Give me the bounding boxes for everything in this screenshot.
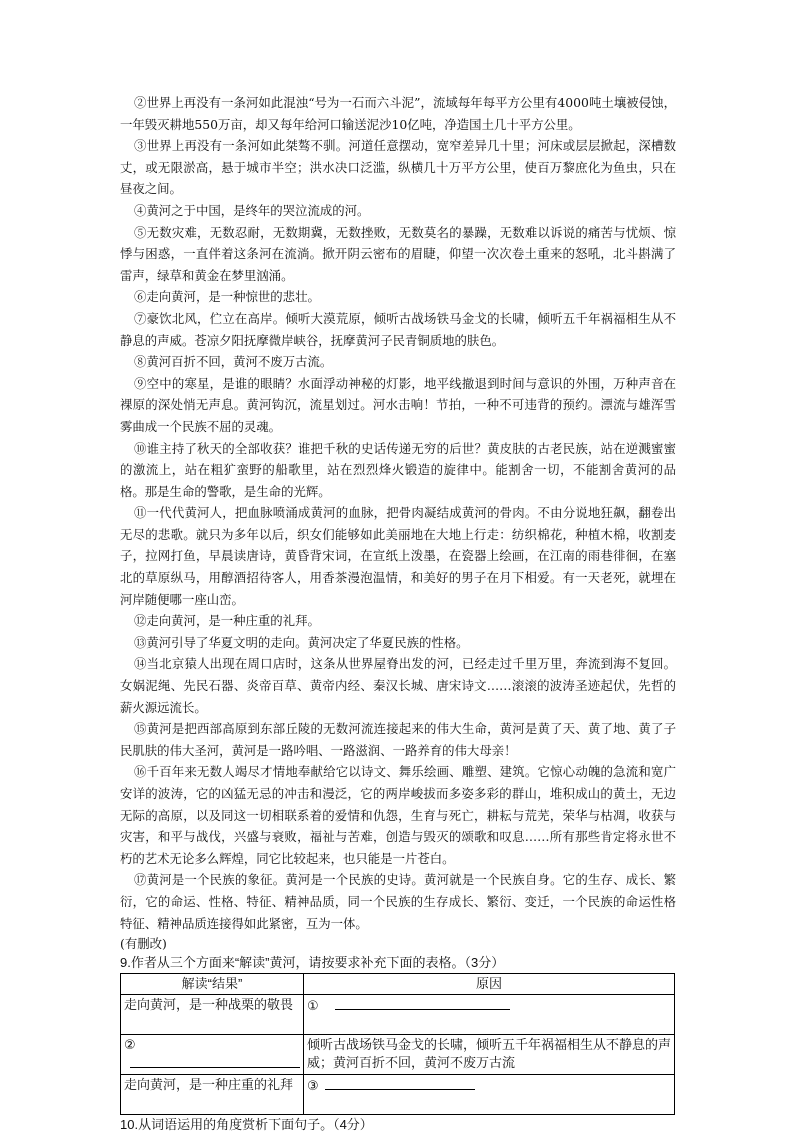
table-cell: 走向黄河，是一种战栗的敬畏: [121, 995, 304, 1035]
answer-blank-3[interactable]: [325, 1076, 475, 1090]
table-cell: [304, 1075, 675, 1115]
paragraph-15: ⑮黄河是把西部高原到东部丘陵的无数河流连接起来的伟大生命，黄河是黄了天、黄了地、黄了子民肌肤的伟大圣河，黄河是一路吟唱、一路滋润、一路养育的伟大母亲！: [120, 721, 676, 758]
paragraph-13: ⑬黄河引导了华夏文明的走向。黄河决定了华夏民族的性格。: [134, 634, 469, 650]
answer-blank-2[interactable]: [130, 1054, 300, 1068]
table-cell: [304, 995, 675, 1035]
edit-note: (有删改): [120, 936, 167, 952]
paragraph-3: ③世界上再没有一条河如此桀骜不驯。河道任意摆动，宽窄差异几十里；河床或层层掀起，深槽数丈，或无限淤高，悬于城市半空；洪水决口泛滥，纵横几十万平方公里，使百万黎庶化为鱼虫，只在昼夜之间。: [120, 138, 676, 197]
paragraph-6: ⑥走向黄河，是一种惊世的悲壮。: [134, 289, 320, 305]
paragraph-10: ⑩谁主持了秋天的全部收获？谁把千秋的史话传递无穷的后世？黄皮肤的古老民族，站在逆溅蜜蜜的激流上，站在粗犷蛮野的船歌里，站在烈烈烽火锻造的旋律中。能割舍一切，不能割舍黄河的品格。那是生命的警歌，是生命的光辉。: [120, 440, 676, 499]
blank-marker: ②: [124, 1037, 136, 1053]
paragraph-14: ⑭当北京猿人出现在周口店时，这条从世界屋脊出发的河，已经走过千里万里，奔流到海不复回。女娲泥绳、先民石器、炎帝百草、黄帝内经、秦汉长城、唐宋诗文……滚滚的波涛圣迹起伏，先哲的薪火源远流长。: [120, 656, 676, 715]
passage: [120, 92, 676, 934]
table-header-reason: 原因: [304, 974, 675, 995]
paragraph-12: ⑫走向黄河，是一种庄重的礼拜。: [134, 613, 320, 629]
question-10: 10.从词语运用的角度赏析下面句子。（4分）: [120, 1117, 373, 1133]
paragraph-11: ⑪一代代黄河人，把血脉喷涌成黄河的血脉，把骨肉凝结成黄河的骨肉。不由分说地狂飙，翻卷出无尽的悲歌。就只为多年以后，织女们能够如此美丽地在大地上行走：纺织棉花，种植木棉，收割麦子，拉网打鱼，早晨读唐诗，黄昏背宋词，在宣纸上泼墨，在瓷器上绘画，在江南的雨巷徘徊，在塞北的草原纵马，用醇酒招待客人，用香茶漫泡温情，和美好的男子在月下相爱。有一天老死，就埋在河岸随便哪一座山峦。: [120, 505, 676, 607]
paragraph-2: ②世界上再没有一条河如此混浊“号为一石而六斗泥”，流域每年每平方公里有4000吨土壤被侵蚀，一年毁灭耕地550万亩，却又每年给河口输送泥沙10亿吨，净造国土几十平方公里。: [120, 95, 676, 132]
table-row: [121, 1075, 675, 1115]
table-row: [121, 1035, 675, 1075]
paragraph-8: ⑧黄河百折不回，黄河不废万古流。: [134, 354, 333, 370]
answer-blank-1[interactable]: [335, 996, 510, 1010]
paragraph-5: ⑤无数灾难，无数忍耐，无数期冀，无数挫败，无数莫名的暴躁，无数难以诉说的痛苦与忧烦、惊悸与困惑，一直伴着这条河在流淌。掀开阴云密布的眉睫，仰望一次次卷土重来的怒吼，北斗斟满了雷声，绿草和黄金在梦里汹涌。: [120, 224, 676, 283]
paragraph-9: ⑨空中的寒星，是谁的眼睛？水面浮动神秘的灯影，地平线撤退到时间与意识的外围，万种声音在裸原的深处悄无声息。黄河钩沉，流星划过。河水击响！节拍，一种不可违背的预约。漂流与雄浑雪雾曲成一个民族不屈的灵魂。: [120, 375, 676, 434]
blank-marker: ③: [307, 1078, 319, 1094]
blank-marker: ①: [307, 998, 319, 1014]
paragraph-17: ⑰黄河是一个民族的象征。黄河是一个民族的史诗。黄河就是一个民族自身。它的生存、成长、繁衍，它的命运、性格、特征、精神品质，同一个民族的生存成长、繁衍、变迁，一个民族的命运性格特征、精神品质连接得如此紧密，互为一体。: [120, 872, 676, 931]
paragraph-4: ④黄河之于中国，是终年的哭泣流成的河。: [134, 202, 370, 218]
table-cell: 倾听古战场铁马金戈的长啸，倾听五千年祸福相生从不静息的声威；黄河百折不回，黄河不废万古流: [304, 1035, 675, 1075]
table-cell: [121, 1035, 304, 1075]
table-cell: 走向黄河，是一种庄重的礼拜: [121, 1075, 304, 1115]
table-header-result: 解读“结果”: [121, 974, 304, 995]
paragraph-7: ⑦豪饮北风，伫立在高岸。倾听大漠荒原，倾听古战场铁马金戈的长啸，倾听五千年祸福相生从不静息的声威。苍凉夕阳抚摩微岸峡谷，抚摩黄河子民青铜质地的肤色。: [120, 310, 676, 348]
document-page: [120, 92, 676, 1134]
answer-table: [120, 973, 675, 1115]
table-row: [121, 995, 675, 1035]
table-header-row: [121, 974, 675, 995]
question-9: 9.作者从三个方面来“解读”黄河，请按要求补充下面的表格。（3分）: [120, 955, 505, 971]
paragraph-16: ⑯千百年来无数人竭尽才情地奉献给它以诗文、舞乐绘画、雕塑、建筑。它惊心动魄的急流和宽广安详的波涛，它的凶猛无忌的冲击和漫泛，它的两岸峻拔而多姿多彩的群山，堆积成山的黄土，无边无际的高原，以及同这一切相联系着的爱情和仇怨，生育与死亡，耕耘与荒芜，荣华与枯凋，收获与灾害，和平与战伐，兴盛与衰败，福祉与苦难，创造与毁灭的颂歌和叹息……所有那些肯定将永世不朽的艺术无论多么辉煌，同它比较起来，也只能是一片苍白。: [120, 764, 676, 866]
